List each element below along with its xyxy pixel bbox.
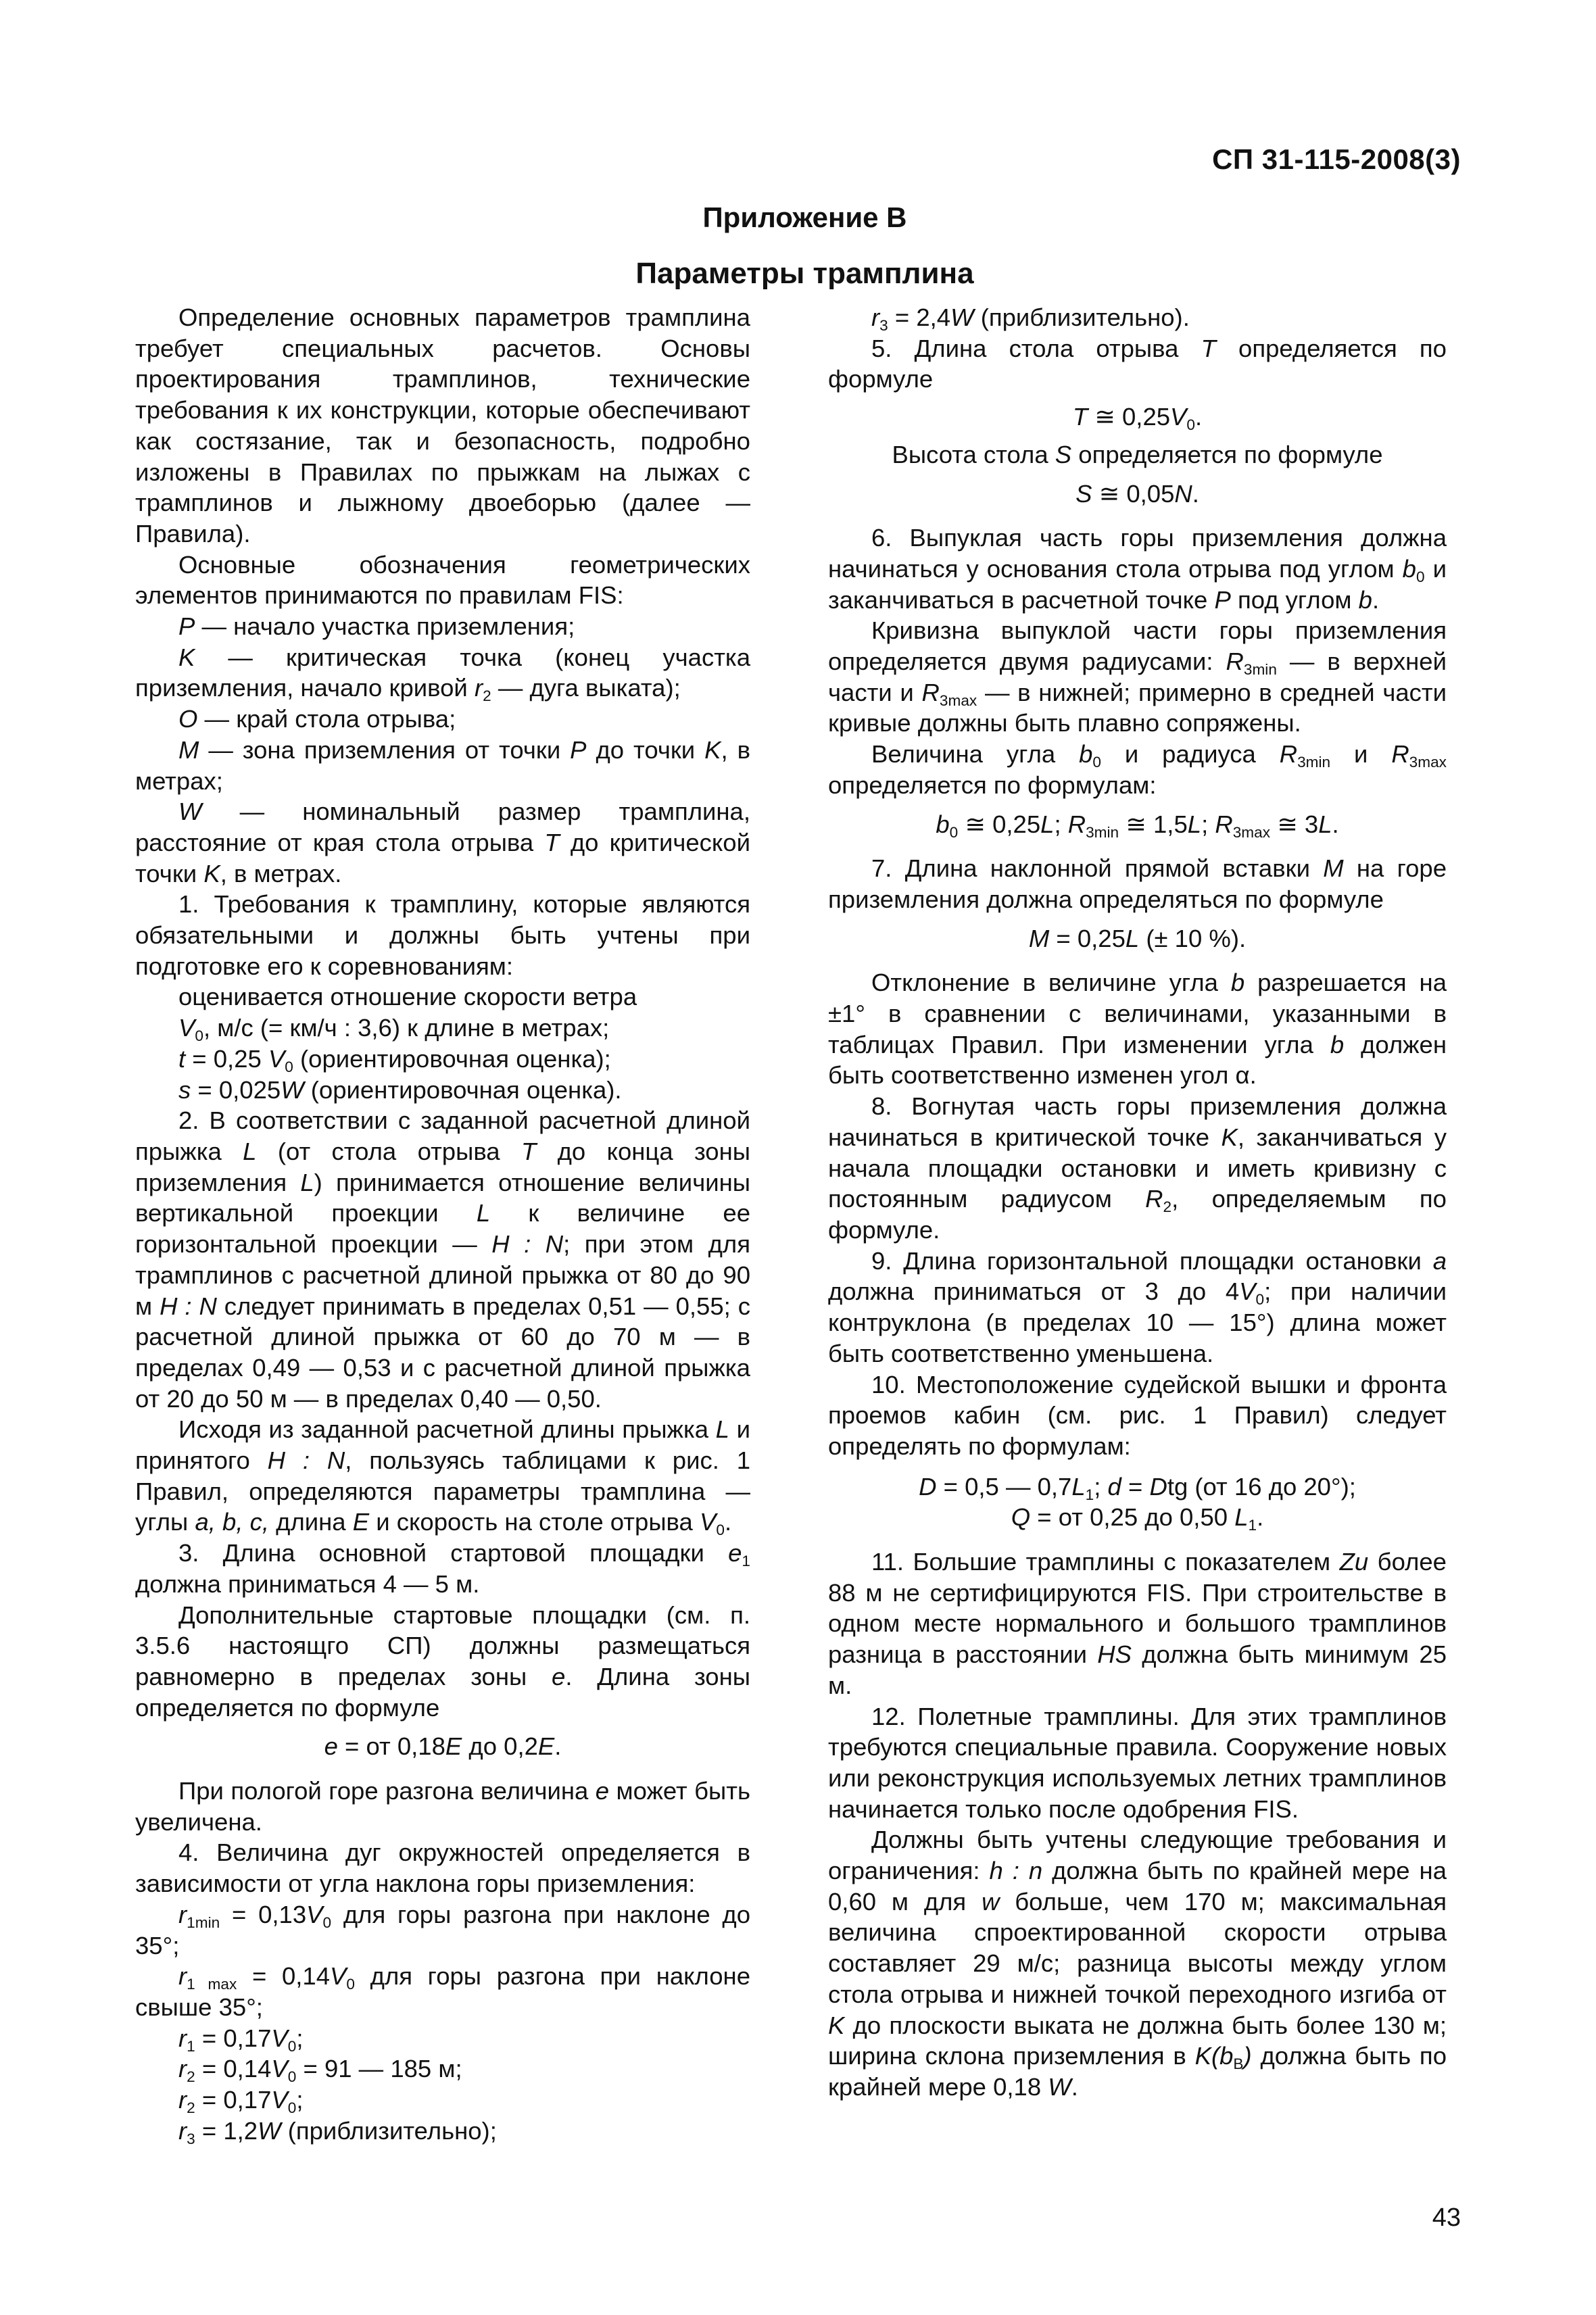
right-column xyxy=(828,302,1447,2103)
paragraph: 1. Требования к трамплину, которые являются обязательными и должны быть учтены при подготовке его к соревнованиям: xyxy=(135,890,750,980)
left-column xyxy=(135,302,750,2146)
formula-line: $r_1 = 0,17V_0$; xyxy=(178,2024,304,2055)
paragraph: При пологой горе разгона величина e может быть увеличена. xyxy=(135,1777,750,1836)
paragraph: Дополнительные стартовые площадки (см. п. 3.5.6 настоящго СП) должны размещаться равномерно в пределах зоны e. Длина зоны определяется по формуле xyxy=(135,1601,750,1722)
document-code: СП 31-115-2008(3) xyxy=(1212,143,1461,175)
formula-line: $r_2 = 0,17V_0$; xyxy=(178,2086,304,2116)
section-title: Параметры трамплина xyxy=(635,257,974,290)
appendix-title: Приложение В xyxy=(702,201,907,233)
paragraph: 5. Длина стола отрыва T определяется по формуле xyxy=(828,334,1447,393)
formula: Q = от 0,25 до 0,50 $L_1$. xyxy=(1011,1503,1264,1534)
paragraph: Высота стола S определяется по формуле xyxy=(892,440,1383,468)
paragraph: 11. Большие трамплины с показателем Zu более 88 м не сертифицируются FIS. При строительстве в одном месте нормального и большого трамплинов разница в расстоянии HS должна быть минимум 25 м. xyxy=(828,1548,1447,1699)
paragraph: 3. Длина основной стартовой площадки $e_1$ должна приниматься 4 — 5 м. xyxy=(135,1539,750,1598)
list-item: $V_0$, м/с (= км/ч : 3,6) к длине в метрах; xyxy=(178,1014,610,1044)
definition-item: P — начало участка приземления; xyxy=(178,612,575,641)
formula: D = 0,5 — $0,7L_1$; d = Dtg (от 16 до 20°); xyxy=(919,1472,1356,1503)
list-item: оценивается отношение скорости ветра xyxy=(178,983,637,1011)
paragraph: Должны быть учтены следующие требования и ограничения: h : n должна быть по крайней мере на 0,60 м для w больше, чем 170 м; максимальная величина спроектированной скорости отрыва составляет 29 м/с; разница высоты между углом стола отрыва и нижней точкой переходного изгиба от K до плоскости выката не должна быть более 130 м; ширина склона приземления в $K(b_B)$ должна быть по крайней мере 0,18 W. xyxy=(828,1826,1447,2101)
formula: T ≅ $0,25V_0$. xyxy=(1072,403,1203,433)
paragraph: Величина угла $b_0$ и радиуса $R_{3min}$ и $R_{3max}$ определяется по формулам: xyxy=(828,740,1447,799)
formula: S ≅ 0,05N. xyxy=(1075,479,1199,508)
paragraph: 4. Величина дуг окружностей определяется в зависимости от угла наклона горы приземления: xyxy=(135,1838,750,1898)
formula-line: $r_{1 max} = 0,14V_0$ для горы разгона при наклоне свыше 35°; xyxy=(135,1962,750,2021)
paragraph: 12. Полетные трамплины. Для этих трамплинов требуются специальные правила. Сооружение новых или реконструкция используемых летних трамплинов начинается только после одобрения FIS. xyxy=(828,1702,1447,1823)
paragraph: Кривизна выпуклой части горы приземления определяется двумя радиусами: $R_{3min}$ — в верхней части и $R_{3max}$ — в нижней; примерно в средней части кривые должны быть плавно сопряжены. xyxy=(828,616,1447,737)
formula-line: $r_3 = 1,2W$ (приблизительно); xyxy=(178,2116,497,2147)
formula: e = от 0,18E до 0,2E. xyxy=(324,1732,562,1761)
formula-line: $r_{1min} = 0,13V_0$ для горы разгона при наклоне до 35°; xyxy=(135,1900,751,1959)
formula-line: $r_3 = 2,4W$ (приблизительно). xyxy=(871,303,1190,334)
definition-item: M — зона приземления от точки P до точки K, в метрах; xyxy=(135,735,750,795)
list-item: s = 0,025W (ориентировочная оценка). xyxy=(178,1075,622,1104)
paragraph: 9. Длина горизонтальной площадки остановки a должна приниматься от 3 до $4V_0$; при наличии контруклона (в пределах 10 — 15°) длина может быть соответственно уменьшена. xyxy=(828,1246,1447,1367)
paragraph: Определение основных параметров трамплина требует специальных расчетов. Основы проектирования трамплинов, технические требования к их конструкции, которые обеспечивают как состязание, так и безопасность, подробно изложены в Правилах по прыжкам на лыжах с трамплинов и лыжному двоеборью (далее — Правила). xyxy=(135,303,750,547)
definition-item: W — номинальный размер трамплина, расстояние от края стола отрыва T до критической точки K, в метрах. xyxy=(135,798,750,887)
paragraph: Отклонение в величине угла b разрешается на ±1° в сравнении с величинами, указанными в таблицах Правил. При изменении угла b должен быть соответственно изменен угол α. xyxy=(828,969,1447,1090)
definition-item: K — критическая точка (конец участка приземления, начало кривой $r_2$ — дуга выката); xyxy=(135,643,750,705)
paragraph: 6. Выпуклая часть горы приземления должна начинаться у основания стола отрыва под углом $b_0$ и заканчиваться в расчетной точке P под углом b. xyxy=(828,524,1447,614)
paragraph: 7. Длина наклонной прямой вставки M на горе приземления должна определяться по формуле xyxy=(828,854,1447,913)
formula: M = 0,25L (± 10 %). xyxy=(1028,924,1247,952)
paragraph: 2. В соответствии с заданной расчетной длиной прыжка L (от стола отрыва T до конца зоны приземления L) принимается отношение величины вертикальной проекции L к величине ее горизонтальной проекции — H : N; при этом для трамплинов с расчетной длиной прыжка от 80 до 90 м H : N следует принимать в пределах 0,51 — 0,55; с расчетной длиной прыжка от 60 до 70 м — в пределах 0,49 — 0,53 и с расчетной длиной прыжка от 20 до 50 м — в пределах 0,40 — 0,50. xyxy=(135,1106,750,1413)
page-number: 43 xyxy=(1432,2203,1461,2232)
paragraph: Исходя из заданной расчетной длины прыжка L и принятого H : N, пользуясь таблицами к рис. 1 Правил, определяются параметры трамплина — углы a, b, c, длина E и скорость на столе отрыва $V_0$. xyxy=(135,1415,751,1539)
formula-line: $r_2 = 0,14V_0 = 91$ — 185 м; xyxy=(178,2055,462,2086)
paragraph: 8. Вогнутая часть горы приземления должна начинаться в критической точке K, заканчиваться у начала площадки остановки и иметь кривизну с постоянным радиусом $R_2$, определяемым по формуле. xyxy=(828,1092,1447,1244)
definition-item: O — край стола отрыва; xyxy=(178,705,456,733)
paragraph: 10. Местоположение судейской вышки и фронта проемов кабин (см. рис. 1 Правил) следует определять по формулам: xyxy=(828,1370,1447,1460)
formula: $b_0$ ≅ 0,25L; $R_{3min}$ ≅ 1,5L; $R_{3max}$ ≅ 3L. xyxy=(936,810,1339,841)
list-item: t = 0,25 $V_0$ (ориентировочная оценка); xyxy=(178,1044,611,1075)
paragraph: Основные обозначения геометрических элементов принимаются по правилам FIS: xyxy=(135,550,750,610)
